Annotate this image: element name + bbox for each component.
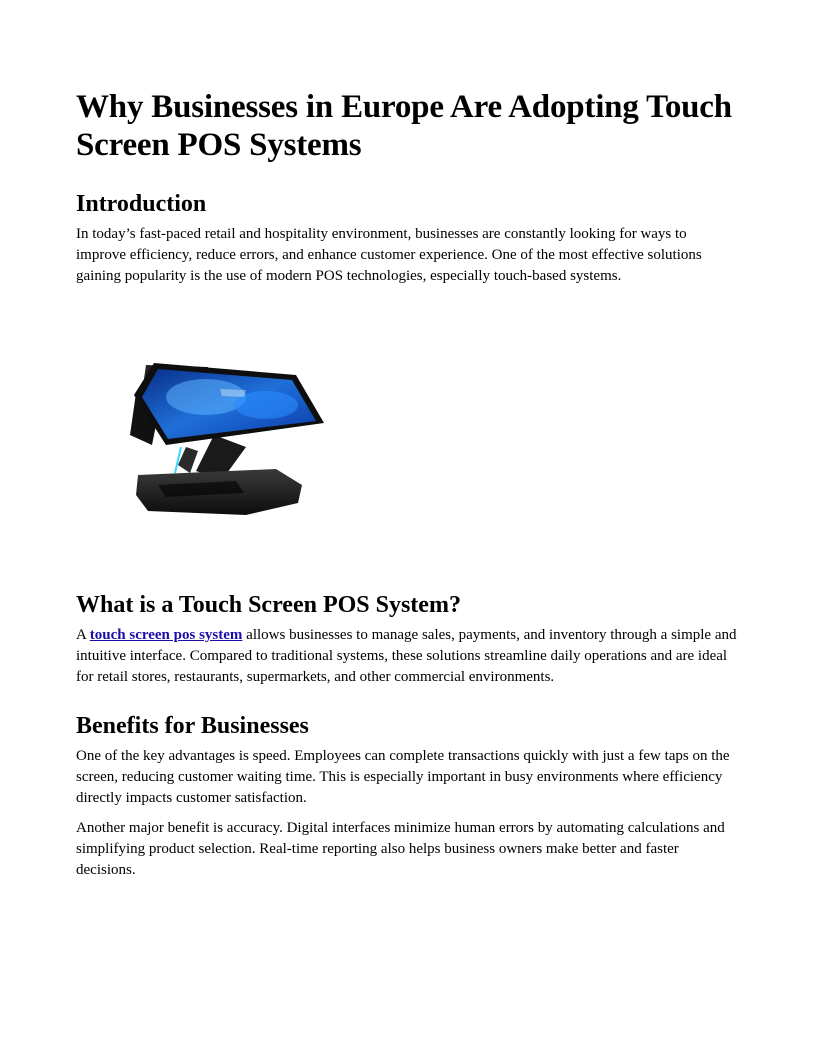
pos-terminal-image xyxy=(126,335,376,535)
paragraph-lead: A xyxy=(76,627,90,643)
article xyxy=(76,88,740,890)
section-heading: Introduction xyxy=(76,191,207,217)
section-heading: Benefits for Businesses xyxy=(76,713,309,739)
article-title: Why Businesses in Europe Are Adopting Touch Screen POS Systems xyxy=(76,89,732,163)
paragraph: Another major benefit is accuracy. Digital interfaces minimize human errors by automating calculations and simplifying product selection. Real-time reporting also helps business owners make better and faster decisions. xyxy=(76,820,725,878)
section-what-is xyxy=(76,591,740,688)
paragraph: In today’s fast-paced retail and hospitality environment, businesses are constantly looking for ways to improve efficiency, reduce errors, and enhance customer experience. One of the most effective solutions gaining popularity is the use of modern POS technologies, especially touch-based systems. xyxy=(76,226,702,284)
paragraph xyxy=(76,625,740,688)
section-introduction xyxy=(76,190,740,287)
paragraph: One of the key advantages is speed. Employees can complete transactions quickly with just a few taps on the screen, reducing customer waiting time. This is especially important in busy environments where efficiency directly impacts customer satisfaction. xyxy=(76,748,730,806)
paragraph-rest: allows businesses to manage sales, payments, and inventory through a simple and intuitive interface. Compared to traditional systems, these solutions streamline daily operations and are ideal for retail stores, restaurants, supermarkets, and other commercial environments. xyxy=(76,627,737,685)
section-benefits xyxy=(76,712,740,881)
touch-screen-pos-link[interactable]: touch screen pos system xyxy=(89,627,243,643)
pos-terminal-icon xyxy=(126,335,376,535)
section-heading: What is a Touch Screen POS System? xyxy=(76,592,461,618)
